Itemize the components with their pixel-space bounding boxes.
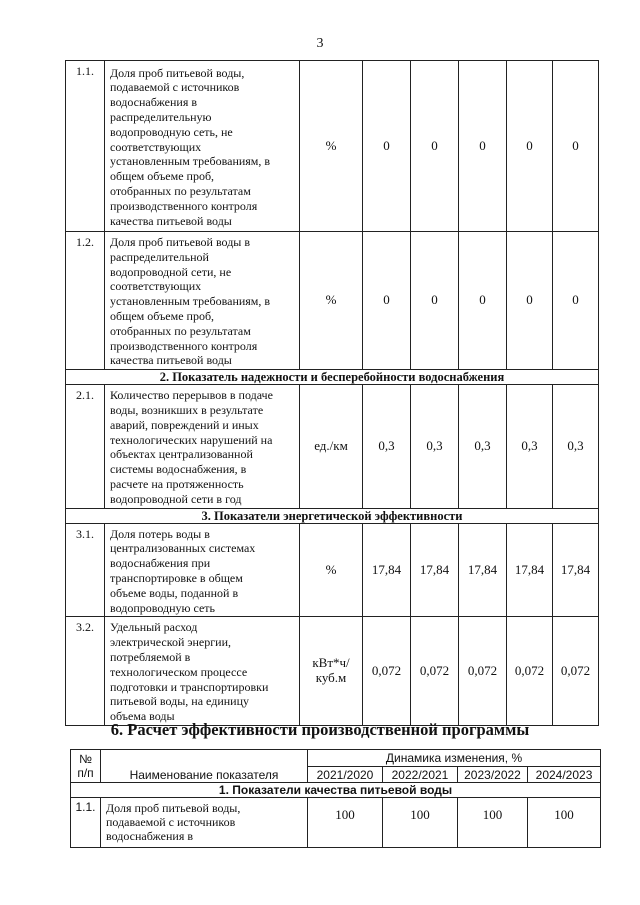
value-cell: 17,84 (553, 523, 599, 617)
name-line: качества питьевой воды (110, 353, 232, 368)
header-year: 2022/2021 (383, 767, 458, 783)
indicator-name (105, 61, 300, 232)
value-cell: 0,072 (459, 617, 507, 726)
value-cell: 17,84 (459, 523, 507, 617)
efficiency-table (70, 749, 601, 848)
table-row (66, 385, 599, 508)
indicator-name (105, 232, 300, 370)
value-cell: 0,3 (553, 385, 599, 508)
name-line: централизованных системах (110, 541, 256, 556)
name-line: питьевой воды, на единицу (110, 694, 250, 709)
name-line: распределительной (110, 249, 209, 264)
section-header (66, 508, 599, 523)
name-line: Количество перерывов в подаче (110, 388, 273, 403)
header-year: 2023/2022 (458, 767, 528, 783)
table-row (66, 61, 599, 232)
name-line: технологических нарушений на (110, 432, 273, 447)
indicator-name (105, 617, 300, 726)
name-line: установленным требованиям, в (110, 294, 271, 309)
table-row (66, 523, 599, 617)
name-line: водопроводной сети в год (110, 491, 242, 506)
name-line: системы водоснабжения, в (110, 462, 247, 477)
name-line: производственного контроля (110, 338, 258, 353)
name-line: Удельный расход (110, 620, 198, 635)
name-line: подаваемой с источников (110, 80, 240, 95)
unit: % (300, 61, 363, 232)
name-line: распределительную (110, 110, 212, 124)
name-line: водоснабжения в (110, 95, 198, 110)
indicator-name (105, 385, 300, 508)
name-line: качества питьевой воды (110, 213, 232, 228)
value-cell: 0,072 (507, 617, 553, 726)
name-line: Доля проб питьевой воды, (110, 65, 245, 80)
value-cell: 0,072 (363, 617, 411, 726)
header-name: Наименование показателя (101, 750, 308, 783)
name-line: водоснабжения в (106, 829, 194, 843)
value-cell: 0 (459, 232, 507, 370)
header-num-line: № (79, 752, 92, 766)
section-heading: 6. Расчет эффективности производственной программы (110, 720, 530, 739)
name-line: потребляемой в (110, 649, 191, 664)
value-cell: 0 (553, 61, 599, 232)
row-number: 1.1. (66, 61, 105, 232)
name-line: общем объеме проб, (110, 169, 215, 184)
value-cell: 0 (411, 61, 459, 232)
name-line: расчете на протяженность (110, 476, 244, 491)
row-number: 3.2. (66, 617, 105, 726)
value-cell: 17,84 (507, 523, 553, 617)
value-cell: 0 (553, 232, 599, 370)
name-line: Доля потерь воды в (110, 526, 210, 541)
section-title: 2. Показатель надежности и бесперебойности водоснабжения (66, 370, 599, 385)
header-year: 2024/2023 (528, 767, 601, 783)
section-header (71, 783, 601, 798)
value-cell: 0 (363, 232, 411, 370)
value-cell: 100 (383, 798, 458, 848)
name-line: объеме воды, поданной в (110, 585, 239, 600)
row-number: 1.2. (66, 232, 105, 370)
value-cell: 0 (507, 61, 553, 232)
name-line: водоснабжения при (110, 556, 211, 571)
section-title: 3. Показатели энергетической эффективности (66, 508, 599, 523)
name-line: водопроводную сеть (110, 600, 216, 615)
header-num (71, 750, 101, 783)
unit: % (300, 523, 363, 617)
name-line: подготовки и транспортировки (110, 679, 269, 694)
name-line: установленным требованиям, в (110, 154, 271, 169)
value-cell: 0,3 (459, 385, 507, 508)
value-cell: 0,3 (411, 385, 459, 508)
name-line: воды, возникших в результате (110, 402, 264, 417)
page-number: 3 (316, 36, 324, 51)
table-row (66, 232, 599, 370)
unit (300, 617, 363, 726)
name-line: производственного контроля (110, 198, 258, 213)
name-line: общем объеме проб, (110, 308, 215, 323)
name-line: технологическом процессе (110, 664, 248, 679)
header-num-line: п/п (77, 766, 94, 780)
indicators-table (65, 60, 599, 726)
value-cell: 0 (363, 61, 411, 232)
name-line: соответствующих (110, 279, 202, 294)
name-line: аварий, повреждений и иных (110, 417, 259, 432)
name-line: Доля проб питьевой воды в (110, 235, 251, 249)
value-cell: 17,84 (411, 523, 459, 617)
section-title: 1. Показатели качества питьевой воды (71, 783, 601, 798)
header-row (71, 750, 601, 767)
value-cell: 0 (459, 61, 507, 232)
unit: % (300, 232, 363, 370)
value-cell: 100 (458, 798, 528, 848)
unit: ед./км (300, 385, 363, 508)
section-header (66, 370, 599, 385)
name-line: Доля проб питьевой воды, (106, 801, 241, 815)
name-line: транспортировке в общем (110, 570, 243, 585)
name-line: электрической энергии, (110, 635, 232, 650)
name-line: соответствующих (110, 139, 202, 154)
value-cell: 0,072 (411, 617, 459, 726)
unit-line: куб.м (315, 670, 347, 686)
name-line: объема воды (110, 709, 175, 724)
name-line: отобранных по результатам (110, 183, 251, 198)
table-row (71, 798, 601, 848)
header-dynamics: Динамика изменения, % (308, 750, 601, 767)
value-cell: 100 (308, 798, 383, 848)
row-number: 3.1. (66, 523, 105, 617)
row-number: 1.1. (71, 798, 101, 848)
value-cell: 100 (528, 798, 601, 848)
value-cell: 0,3 (507, 385, 553, 508)
name-line: объектах централизованной (110, 447, 253, 462)
indicator-name (105, 523, 300, 617)
row-number: 2.1. (66, 385, 105, 508)
indicator-name (101, 798, 308, 848)
header-year: 2021/2020 (308, 767, 383, 783)
value-cell: 0 (411, 232, 459, 370)
name-line: отобранных по результатам (110, 323, 251, 338)
value-cell: 17,84 (363, 523, 411, 617)
value-cell: 0 (507, 232, 553, 370)
value-cell: 0,3 (363, 385, 411, 508)
unit-line: кВт*ч/ (312, 655, 350, 671)
name-line: водопроводную сеть, не (110, 124, 233, 139)
table-row (66, 617, 599, 726)
name-line: водопроводной сети, не (110, 264, 232, 279)
name-line: подаваемой с источников (106, 815, 236, 829)
value-cell: 0,072 (553, 617, 599, 726)
